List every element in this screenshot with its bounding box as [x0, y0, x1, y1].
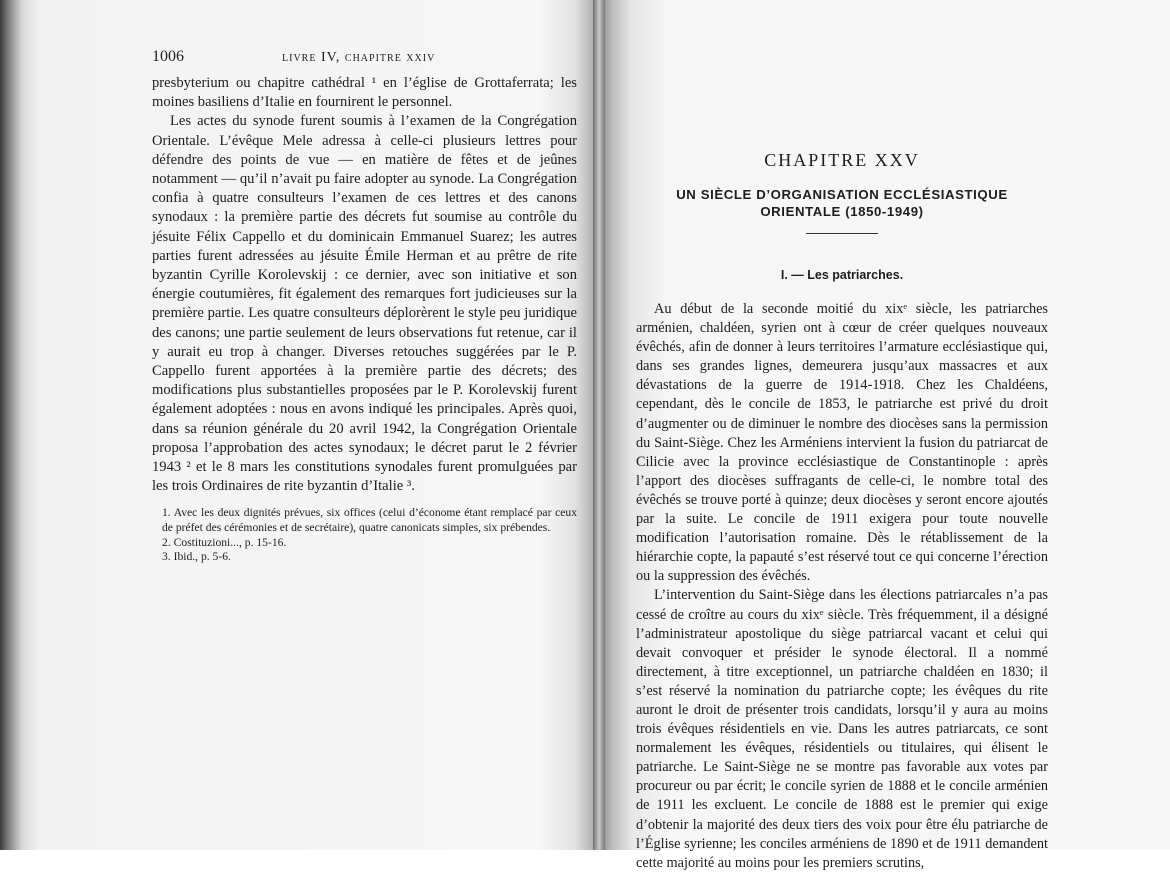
left-page-text — [152, 48, 577, 565]
chapter-title: CHAPITRE XXV — [764, 150, 920, 170]
page-number: 1006 — [152, 48, 184, 65]
section-title: I. — Les patriarches. — [780, 268, 904, 282]
book-gutter — [593, 0, 605, 850]
paragraph: L’intervention du Saint-Siège dans les élections patriarcales n’a pas cessé de croître au cours du xixᵉ siècle. Très fréquemment, il a désigné l’administrateur apostolique du siège patriarcal vacant et celui qui devait convoquer et présider le synode électoral. Il a nommé directement, à titre exceptionnel, un patriarche chaldéen en 1830; il s’est réservé la nomination du patriarche copte; les évêques du rite auront le droit de présenter trois candidats, lorsqu’il y aura au moins trois évêques résidentiels en vie. Dans les autres patriarcats, ce sont normalement les évêques, résidentiels ou titulaires, qui élisent le patriarche. Le Saint-Siège ne se montre pas favorable aux votes par procureur ou par écrit; le concile syrien de 1888 et le concile arménien de 1911 les excluent. Le concile de 1888 est le premier qui exige d’obtenir la majorité des deux tiers des voix pour être élu patriarche de l’Église syrienne; les conciles arméniens de 1890 et de 1911 demandent cette majorité au moins pour les premiers scrutins, — [636, 587, 1048, 871]
subtitle-line: ORIENTALE (1850-1949) — [760, 203, 924, 219]
right-page-text — [636, 150, 1048, 873]
footnotes — [152, 506, 577, 564]
paragraph: Les actes du synode furent soumis à l’examen de la Congrégation Orientale. L’évêque Mele adressa à celle-ci plusieurs lettres pour défendre des points de vue — en matière de fêtes et de jeûnes notamment — qu’il n’avait pu faire adopter au synode. La Congrégation confia à quatre consulteurs l’examen de ces lettres et des canons synodaux : la première partie des décrets fut soumise au contrôle du jésuite Félix Cappello et du dominicain Emmanuel Suarez; les autres parties furent adressées au jésuite Émile Herman et au prêtre de rite byzantin Cyrille Korolevskij : ce dernier, avec son initiative et son énergie coutumières, fit également des remarques fort judicieuses sur la première partie. Les quatre consulteurs déplorèrent le style peu juridique des canons; une partie seulement de leurs observations fut retenue, car il y aurait eu trop à changer. Diverses retouches suggérées par le P. Cappello furent apportées à la première partie des décrets; des modifications plus substantielles proposées par le P. Korolevskij furent également adoptées : nous en avons indiqué les principales. Après quoi, dans sa réunion générale du 20 avril 1942, la Congrégation Orientale proposa l’approbation des actes synodaux; le décret parut le 2 février 1943 ² et le 8 mars les constitutions synodales furent promulguées par les trois Ordinaires de rite byzantin d’Italie ³. — [152, 113, 577, 495]
title-rule — [806, 233, 878, 234]
paragraph: Au début de la seconde moitié du xixᵉ siècle, les patriarches arménien, chaldéen, syrien ont à cœur de créer quelques nouveaux évêchés, afin de donner à leurs territoires l’armature ecclésiastique qui, dans ses grandes lignes, demeurera jusqu’aux massacres et aux dévastations de la guerre de 1914-1918. Chez les Chaldéens, cependant, dès le concile de 1853, le patriarche est privé du droit d’augmenter ou de diminuer le nombre des diocèses sans la permission du Saint-Siège. Chez les Arméniens intervient la fusion du patriarcat de Cilicie avec la province ecclésiastique de Constantinople : après l’apport des diocèses suffragants de celle-ci, le nombre total des évêchés se trouve porté à quinze; deux diocèses y seront encore ajoutés par la suite. Le concile de 1911 exigera pour toute nouvelle modification l’autorisation romaine. Dès le rétablissement de la hiérarchie copte, la papauté s’est réservé tout ce qui concerne l’érection ou la suppression des évêchés. — [636, 301, 1048, 585]
left-page-header — [152, 48, 577, 66]
footnote: 1. Avec les deux dignités prévues, six offices (celui d’économe étant remplacé par ceux de préfet des cérémonies et de secrétaire), quatre canonicats simples, six prébendes. — [162, 506, 577, 535]
subtitle-line: UN SIÈCLE D’ORGANISATION ECCLÉSIASTIQUE — [676, 187, 1008, 202]
footnote: 3. Ibid., p. 5-6. — [162, 550, 231, 564]
chapter-subtitle — [636, 187, 1048, 220]
running-head: livre IV, chapitre xxiv — [282, 50, 436, 65]
paragraph: presbyterium ou chapitre cathédral ¹ en l’église de Grottaferrata; les moines basiliens d’Italie en fournirent le personnel. — [152, 75, 577, 111]
footnote: 2. Costituzioni..., p. 15-16. — [162, 535, 287, 549]
